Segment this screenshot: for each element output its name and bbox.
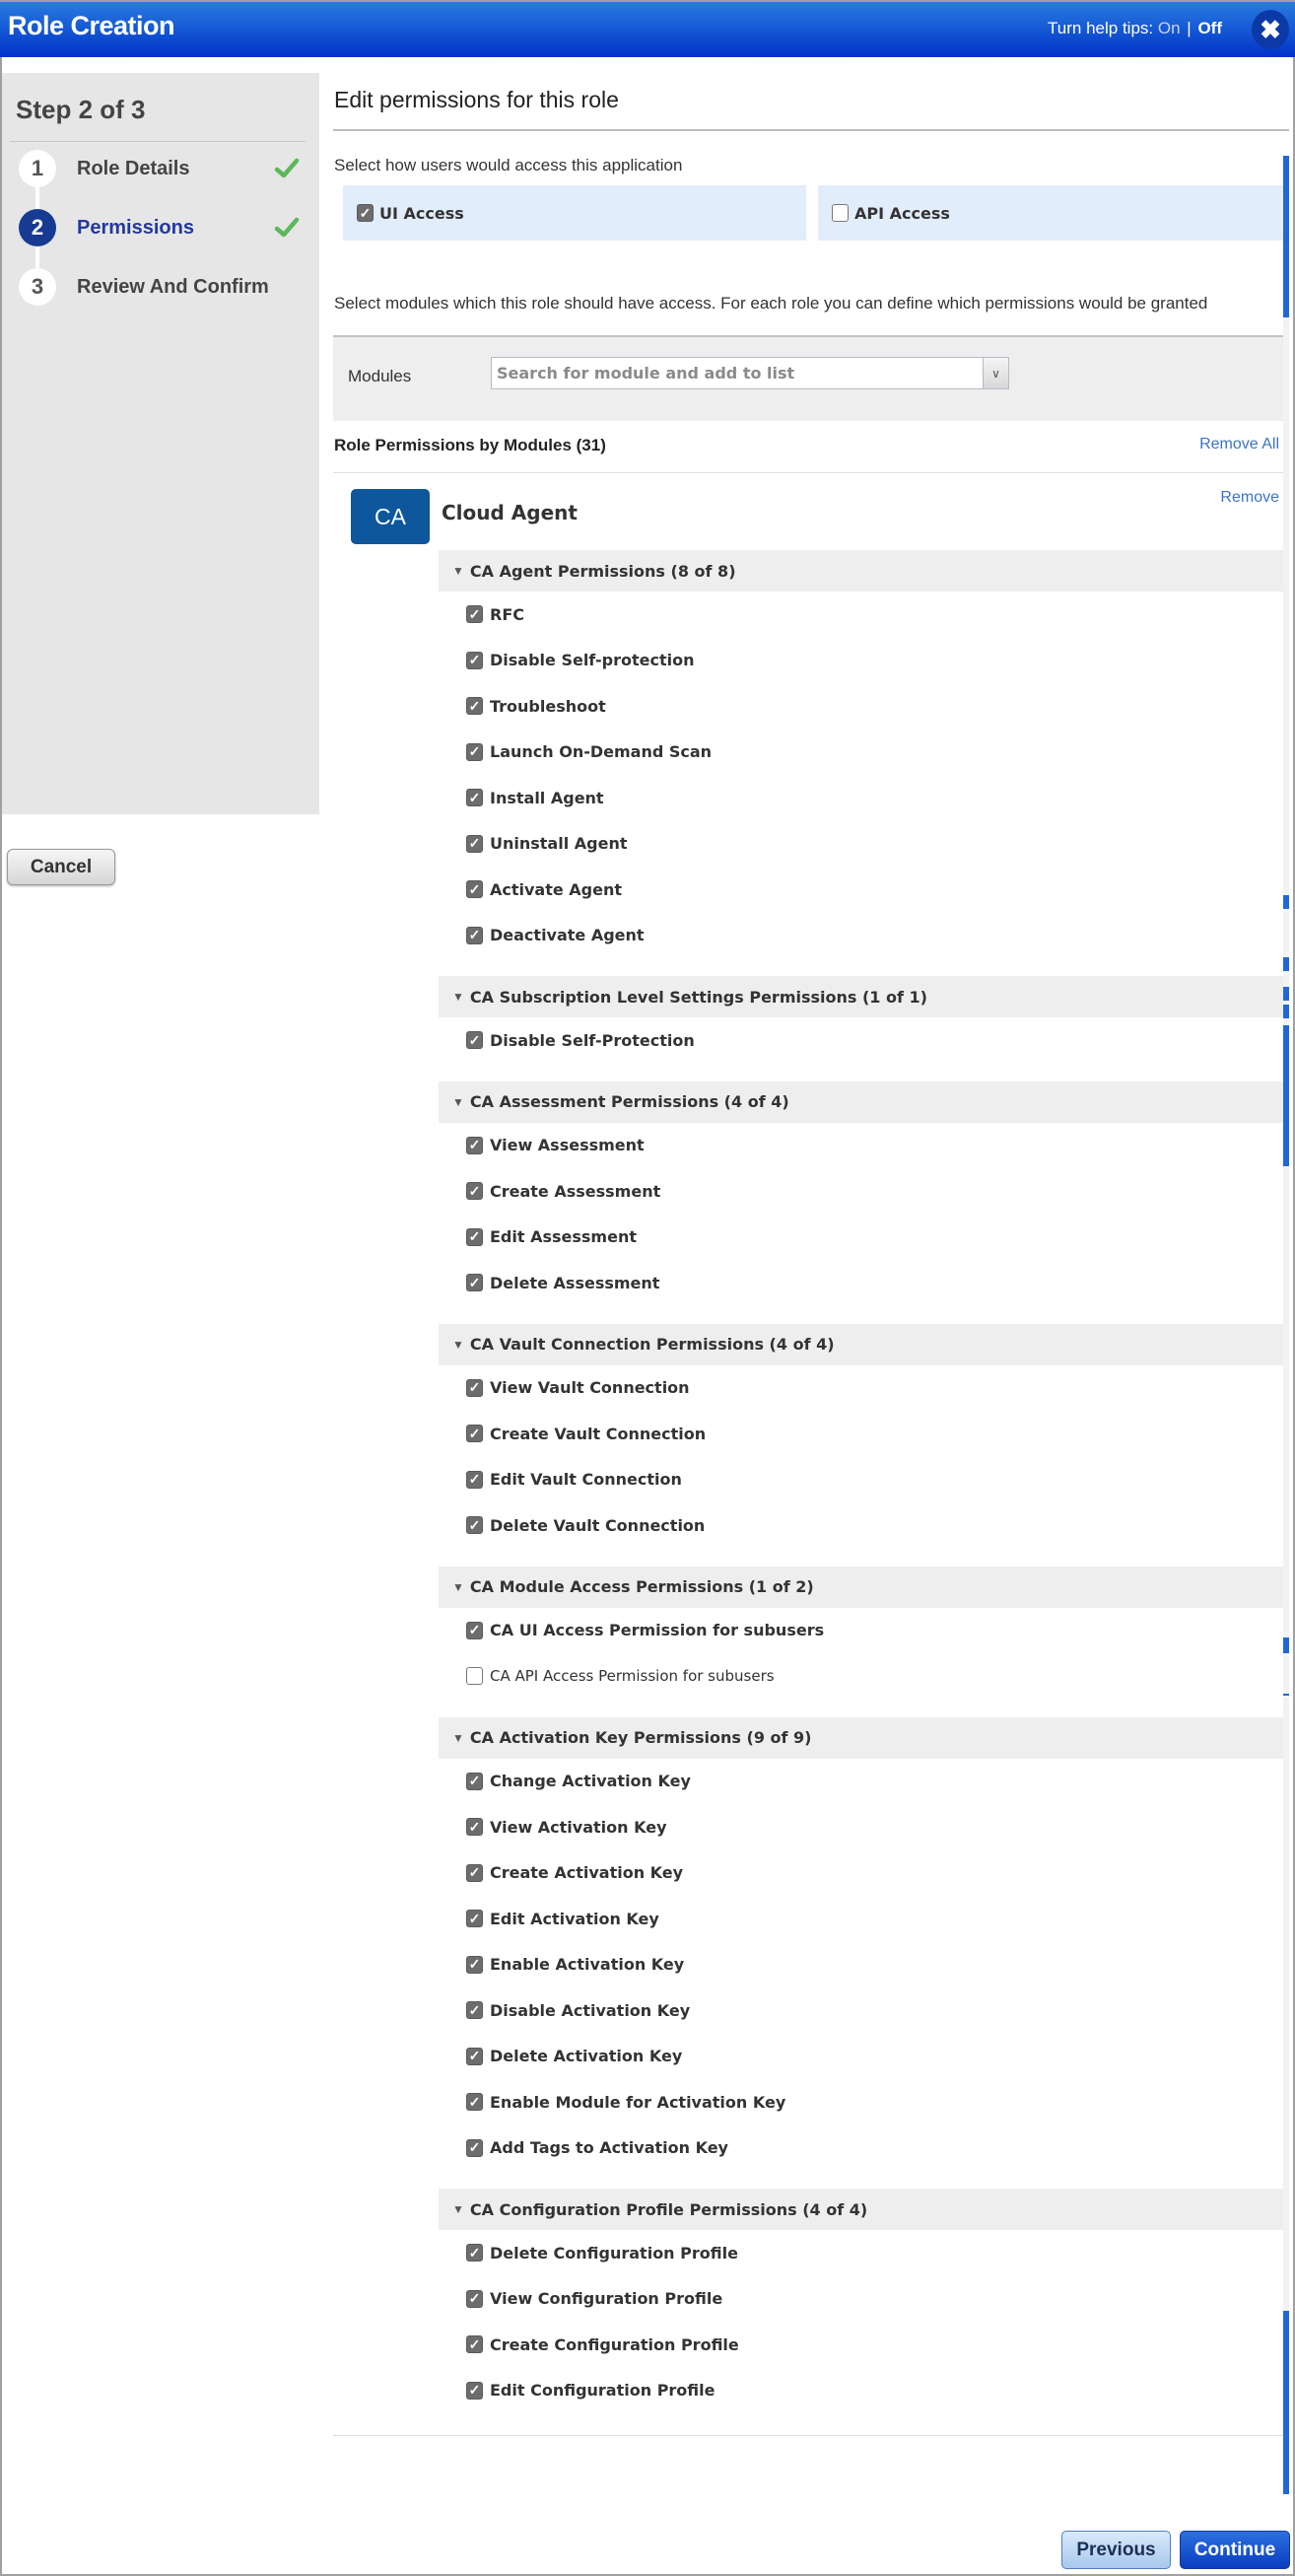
permission-label: Deactivate Agent (490, 926, 645, 945)
modules-label: Modules (348, 367, 412, 385)
permission-checkbox[interactable]: ✓ (466, 1622, 483, 1639)
permission-group-header[interactable] (439, 550, 1283, 592)
permission-item[interactable] (439, 821, 1283, 868)
group-spacer (439, 1306, 1283, 1324)
permission-item[interactable] (439, 2322, 1283, 2368)
ui-access-checkbox[interactable]: ✓ (357, 204, 374, 222)
help-tips-separator: | (1187, 19, 1192, 37)
permission-checkbox[interactable]: ✓ (466, 743, 483, 761)
permission-item[interactable] (439, 2125, 1283, 2172)
remove-all-link[interactable]: Remove All (1199, 436, 1279, 453)
permission-item[interactable] (439, 1168, 1283, 1215)
permission-label: Disable Self-Protection (490, 1030, 695, 1050)
permission-group-header[interactable] (439, 1324, 1283, 1365)
module-badge: CA (351, 489, 430, 544)
permission-label: View Assessment (490, 1136, 645, 1155)
wizard-step-permissions[interactable] (2, 209, 319, 248)
step-label: Role Details (77, 158, 190, 179)
permission-label: Create Assessment (490, 1181, 661, 1201)
continue-button[interactable]: Continue (1180, 2531, 1290, 2569)
permission-label: View Vault Connection (490, 1378, 690, 1398)
checkmark-icon (274, 215, 300, 241)
permission-checkbox[interactable]: ✓ (466, 1471, 483, 1489)
modules-selector-bar (333, 335, 1289, 421)
permission-checkbox[interactable]: ✓ (466, 2244, 483, 2262)
permission-label: Troubleshoot (490, 696, 606, 716)
permission-item[interactable] (439, 1017, 1283, 1064)
permission-checkbox[interactable]: ✓ (466, 1137, 483, 1154)
wizard-sidebar (2, 73, 319, 814)
permission-item[interactable] (439, 1653, 1283, 1700)
collapse-triangle-icon[interactable]: ▼ (452, 564, 464, 578)
collapse-triangle-icon[interactable]: ▼ (452, 990, 464, 1004)
permission-checkbox[interactable]: ✓ (466, 1818, 483, 1836)
permission-checkbox[interactable]: ✓ (466, 1228, 483, 1246)
permission-checkbox[interactable] (466, 1667, 483, 1685)
group-spacer (439, 958, 1283, 976)
close-icon: ✖ (1260, 14, 1281, 44)
permission-item[interactable] (439, 1411, 1283, 1457)
permission-label: RFC (490, 604, 524, 624)
permission-item[interactable] (439, 1457, 1283, 1503)
permission-label: Install Agent (490, 788, 604, 807)
permission-item[interactable] (439, 1942, 1283, 1988)
api-access-checkbox[interactable] (832, 204, 849, 222)
group-spacer (439, 1064, 1283, 1081)
previous-button[interactable]: Previous (1061, 2531, 1171, 2569)
permission-group-title: CA Activation Key Permissions (9 of 9) (469, 1728, 812, 1747)
permission-label: Add Tags to Activation Key (490, 2138, 728, 2158)
group-spacer (439, 2171, 1283, 2189)
modules-help-text: Select modules which this role should have access. For each role you can define which permissions would be granted (334, 294, 1208, 313)
collapse-triangle-icon[interactable]: ▼ (452, 1579, 464, 1594)
permission-item[interactable] (439, 2034, 1283, 2080)
permission-item[interactable] (439, 638, 1283, 684)
permission-group-header[interactable] (439, 1081, 1283, 1123)
permission-label: Create Activation Key (490, 1863, 684, 1883)
dialog-header (0, 0, 1295, 57)
permission-checkbox[interactable]: ✓ (466, 2093, 483, 2111)
group-spacer (439, 1700, 1283, 1717)
checkmark-icon (274, 156, 300, 181)
permission-checkbox[interactable]: ✓ (466, 1956, 483, 1974)
module-dropdown-button[interactable] (983, 358, 1008, 388)
page-title: Edit permissions for this role (334, 87, 619, 112)
permission-checkbox[interactable]: ✓ (466, 1773, 483, 1790)
scrollbar-marker (1283, 2311, 1289, 2494)
scrollbar-marker (1283, 1694, 1289, 1696)
permission-checkbox[interactable]: ✓ (466, 927, 483, 944)
step-number: 2 (19, 209, 56, 246)
permission-group-title: CA Configuration Profile Permissions (4 of 4) (469, 2199, 868, 2219)
chevron-down-icon: ∨ (991, 366, 1000, 381)
group-spacer (439, 2413, 1283, 2431)
permission-label: Create Configuration Profile (490, 2334, 739, 2354)
title-divider (333, 129, 1289, 131)
permission-checkbox[interactable]: ✓ (466, 1379, 483, 1397)
permission-label: Edit Assessment (490, 1227, 637, 1247)
permission-group-header[interactable] (439, 976, 1283, 1017)
permission-label: Delete Assessment (490, 1273, 660, 1292)
permission-item[interactable] (439, 1608, 1283, 1654)
permission-item[interactable] (439, 2276, 1283, 2323)
permission-checkbox[interactable]: ✓ (466, 605, 483, 623)
ui-access-label: UI Access (379, 203, 464, 223)
cancel-button[interactable]: Cancel (7, 849, 115, 885)
permission-item[interactable] (439, 730, 1283, 776)
sidebar-divider (10, 141, 306, 142)
permission-item[interactable] (439, 2368, 1283, 2414)
permission-checkbox[interactable]: ✓ (466, 2382, 483, 2400)
permission-checkbox[interactable]: ✓ (466, 1182, 483, 1200)
permission-checkbox[interactable]: ✓ (466, 2139, 483, 2157)
permission-item[interactable] (439, 1260, 1283, 1306)
module-search-combobox[interactable] (491, 357, 1009, 389)
collapse-triangle-icon[interactable]: ▼ (452, 1094, 464, 1109)
permission-label: Edit Activation Key (490, 1909, 659, 1928)
scrollbar-track[interactable] (1283, 156, 1289, 2494)
step-label: Permissions (77, 217, 194, 239)
permission-label: Disable Activation Key (490, 2000, 691, 2020)
permission-checkbox[interactable]: ✓ (466, 1910, 483, 1927)
permission-item[interactable] (439, 775, 1283, 821)
permission-label: Activate Agent (490, 879, 623, 899)
permission-item[interactable] (439, 2079, 1283, 2125)
permission-item[interactable] (439, 1987, 1283, 2034)
permission-label: View Configuration Profile (490, 2289, 723, 2309)
wizard-step-role-details[interactable] (2, 150, 319, 189)
step-label: Review And Confirm (77, 276, 269, 298)
scrollbar-marker (1283, 895, 1289, 909)
group-spacer (439, 1549, 1283, 1566)
permission-label: Create Vault Connection (490, 1424, 707, 1443)
permission-item[interactable] (439, 867, 1283, 913)
close-button[interactable] (1252, 10, 1289, 49)
api-access-label: API Access (854, 203, 950, 223)
permission-checkbox[interactable]: ✓ (466, 2335, 483, 2353)
permission-item[interactable] (439, 1502, 1283, 1549)
step-indicator: Step 2 of 3 (16, 95, 146, 124)
permission-checkbox[interactable]: ✓ (466, 652, 483, 669)
permission-label: Change Activation Key (490, 1772, 691, 1791)
permission-item[interactable] (439, 913, 1283, 959)
dialog-title: Role Creation (8, 11, 175, 40)
permission-label: Enable Activation Key (490, 1955, 685, 1975)
permission-label: Disable Self-protection (490, 651, 695, 670)
permission-checkbox[interactable]: ✓ (466, 1864, 483, 1882)
permission-item[interactable] (439, 683, 1283, 730)
permission-label: Edit Configuration Profile (490, 2381, 716, 2401)
permission-item[interactable] (439, 1896, 1283, 1942)
permission-checkbox[interactable]: ✓ (466, 1274, 483, 1291)
api-access-option[interactable] (818, 185, 1283, 241)
ui-access-option[interactable] (343, 185, 806, 241)
permission-label: Uninstall Agent (490, 834, 628, 854)
permission-checkbox[interactable]: ✓ (466, 1031, 483, 1049)
permission-item[interactable] (439, 1215, 1283, 1261)
permission-groups (439, 550, 1283, 2431)
permission-label: Delete Configuration Profile (490, 2243, 738, 2263)
permission-checkbox[interactable]: ✓ (466, 835, 483, 853)
permission-label: CA UI Access Permission for subusers (490, 1621, 825, 1640)
role-permissions-heading: Role Permissions by Modules (31) (334, 436, 606, 454)
permission-item[interactable] (439, 1365, 1283, 1412)
permission-item[interactable] (439, 1804, 1283, 1850)
permission-label: View Activation Key (490, 1817, 667, 1837)
permission-label: Launch On-Demand Scan (490, 742, 713, 762)
remove-module-link[interactable]: Remove (1220, 489, 1279, 506)
permission-checkbox[interactable]: ✓ (466, 697, 483, 715)
module-search-input[interactable] (492, 358, 981, 388)
help-tips-off-link[interactable]: Off (1197, 19, 1222, 37)
permission-item[interactable] (439, 1759, 1283, 1805)
help-tips-on-link[interactable]: On (1157, 19, 1181, 37)
permission-checkbox[interactable]: ✓ (466, 880, 483, 898)
collapse-triangle-icon[interactable]: ▼ (452, 1730, 464, 1745)
permission-checkbox[interactable]: ✓ (466, 789, 483, 806)
permission-group-title: CA Agent Permissions (8 of 8) (469, 561, 736, 581)
scrollbar-marker (1283, 1025, 1289, 1166)
permission-group-header[interactable] (439, 1717, 1283, 1759)
permission-group-title: CA Subscription Level Settings Permissions (1 of 1) (469, 987, 927, 1007)
permission-checkbox[interactable]: ✓ (466, 1425, 483, 1442)
content-bottom-divider (333, 2435, 1283, 2436)
permission-group-title: CA Assessment Permissions (4 of 4) (469, 1092, 789, 1111)
collapse-triangle-icon[interactable]: ▼ (452, 2202, 464, 2216)
scrollbar-marker (1283, 1005, 1289, 1018)
module-name: Cloud Agent (442, 501, 578, 524)
step-number: 3 (19, 268, 56, 306)
permission-item[interactable] (439, 2230, 1283, 2276)
permission-item[interactable] (439, 1850, 1283, 1897)
step-number: 1 (19, 150, 56, 187)
scrollbar-marker (1283, 987, 1289, 1001)
wizard-step-review-and-confirm[interactable] (2, 268, 319, 308)
permission-item[interactable] (439, 1123, 1283, 1169)
permission-group-title: CA Module Access Permissions (1 of 2) (469, 1577, 814, 1596)
permission-label: Delete Activation Key (490, 2047, 683, 2066)
permission-label: Delete Vault Connection (490, 1515, 706, 1535)
scrollbar-marker (1283, 957, 1289, 971)
collapse-triangle-icon[interactable]: ▼ (452, 1337, 464, 1352)
permission-item[interactable] (439, 592, 1283, 638)
permission-label: CA API Access Permission for subusers (490, 1667, 775, 1686)
permission-checkbox[interactable]: ✓ (466, 1516, 483, 1534)
scrollbar-thumb[interactable] (1283, 156, 1289, 317)
permission-group-title: CA Vault Connection Permissions (4 of 4) (469, 1335, 835, 1354)
permission-checkbox[interactable]: ✓ (466, 2290, 483, 2308)
permission-group-header[interactable] (439, 2189, 1283, 2230)
permission-group-header[interactable] (439, 1566, 1283, 1608)
permission-checkbox[interactable]: ✓ (466, 2048, 483, 2065)
access-prompt: Select how users would access this application (334, 156, 683, 174)
permission-label: Edit Vault Connection (490, 1470, 682, 1490)
permission-checkbox[interactable]: ✓ (466, 2001, 483, 2019)
scrollbar-marker (1283, 1637, 1289, 1653)
section-divider (333, 472, 1283, 473)
help-tips-label: Turn help tips: (1048, 19, 1154, 37)
help-tips-toggle (1048, 19, 1222, 38)
permission-label: Enable Module for Activation Key (490, 2092, 786, 2112)
